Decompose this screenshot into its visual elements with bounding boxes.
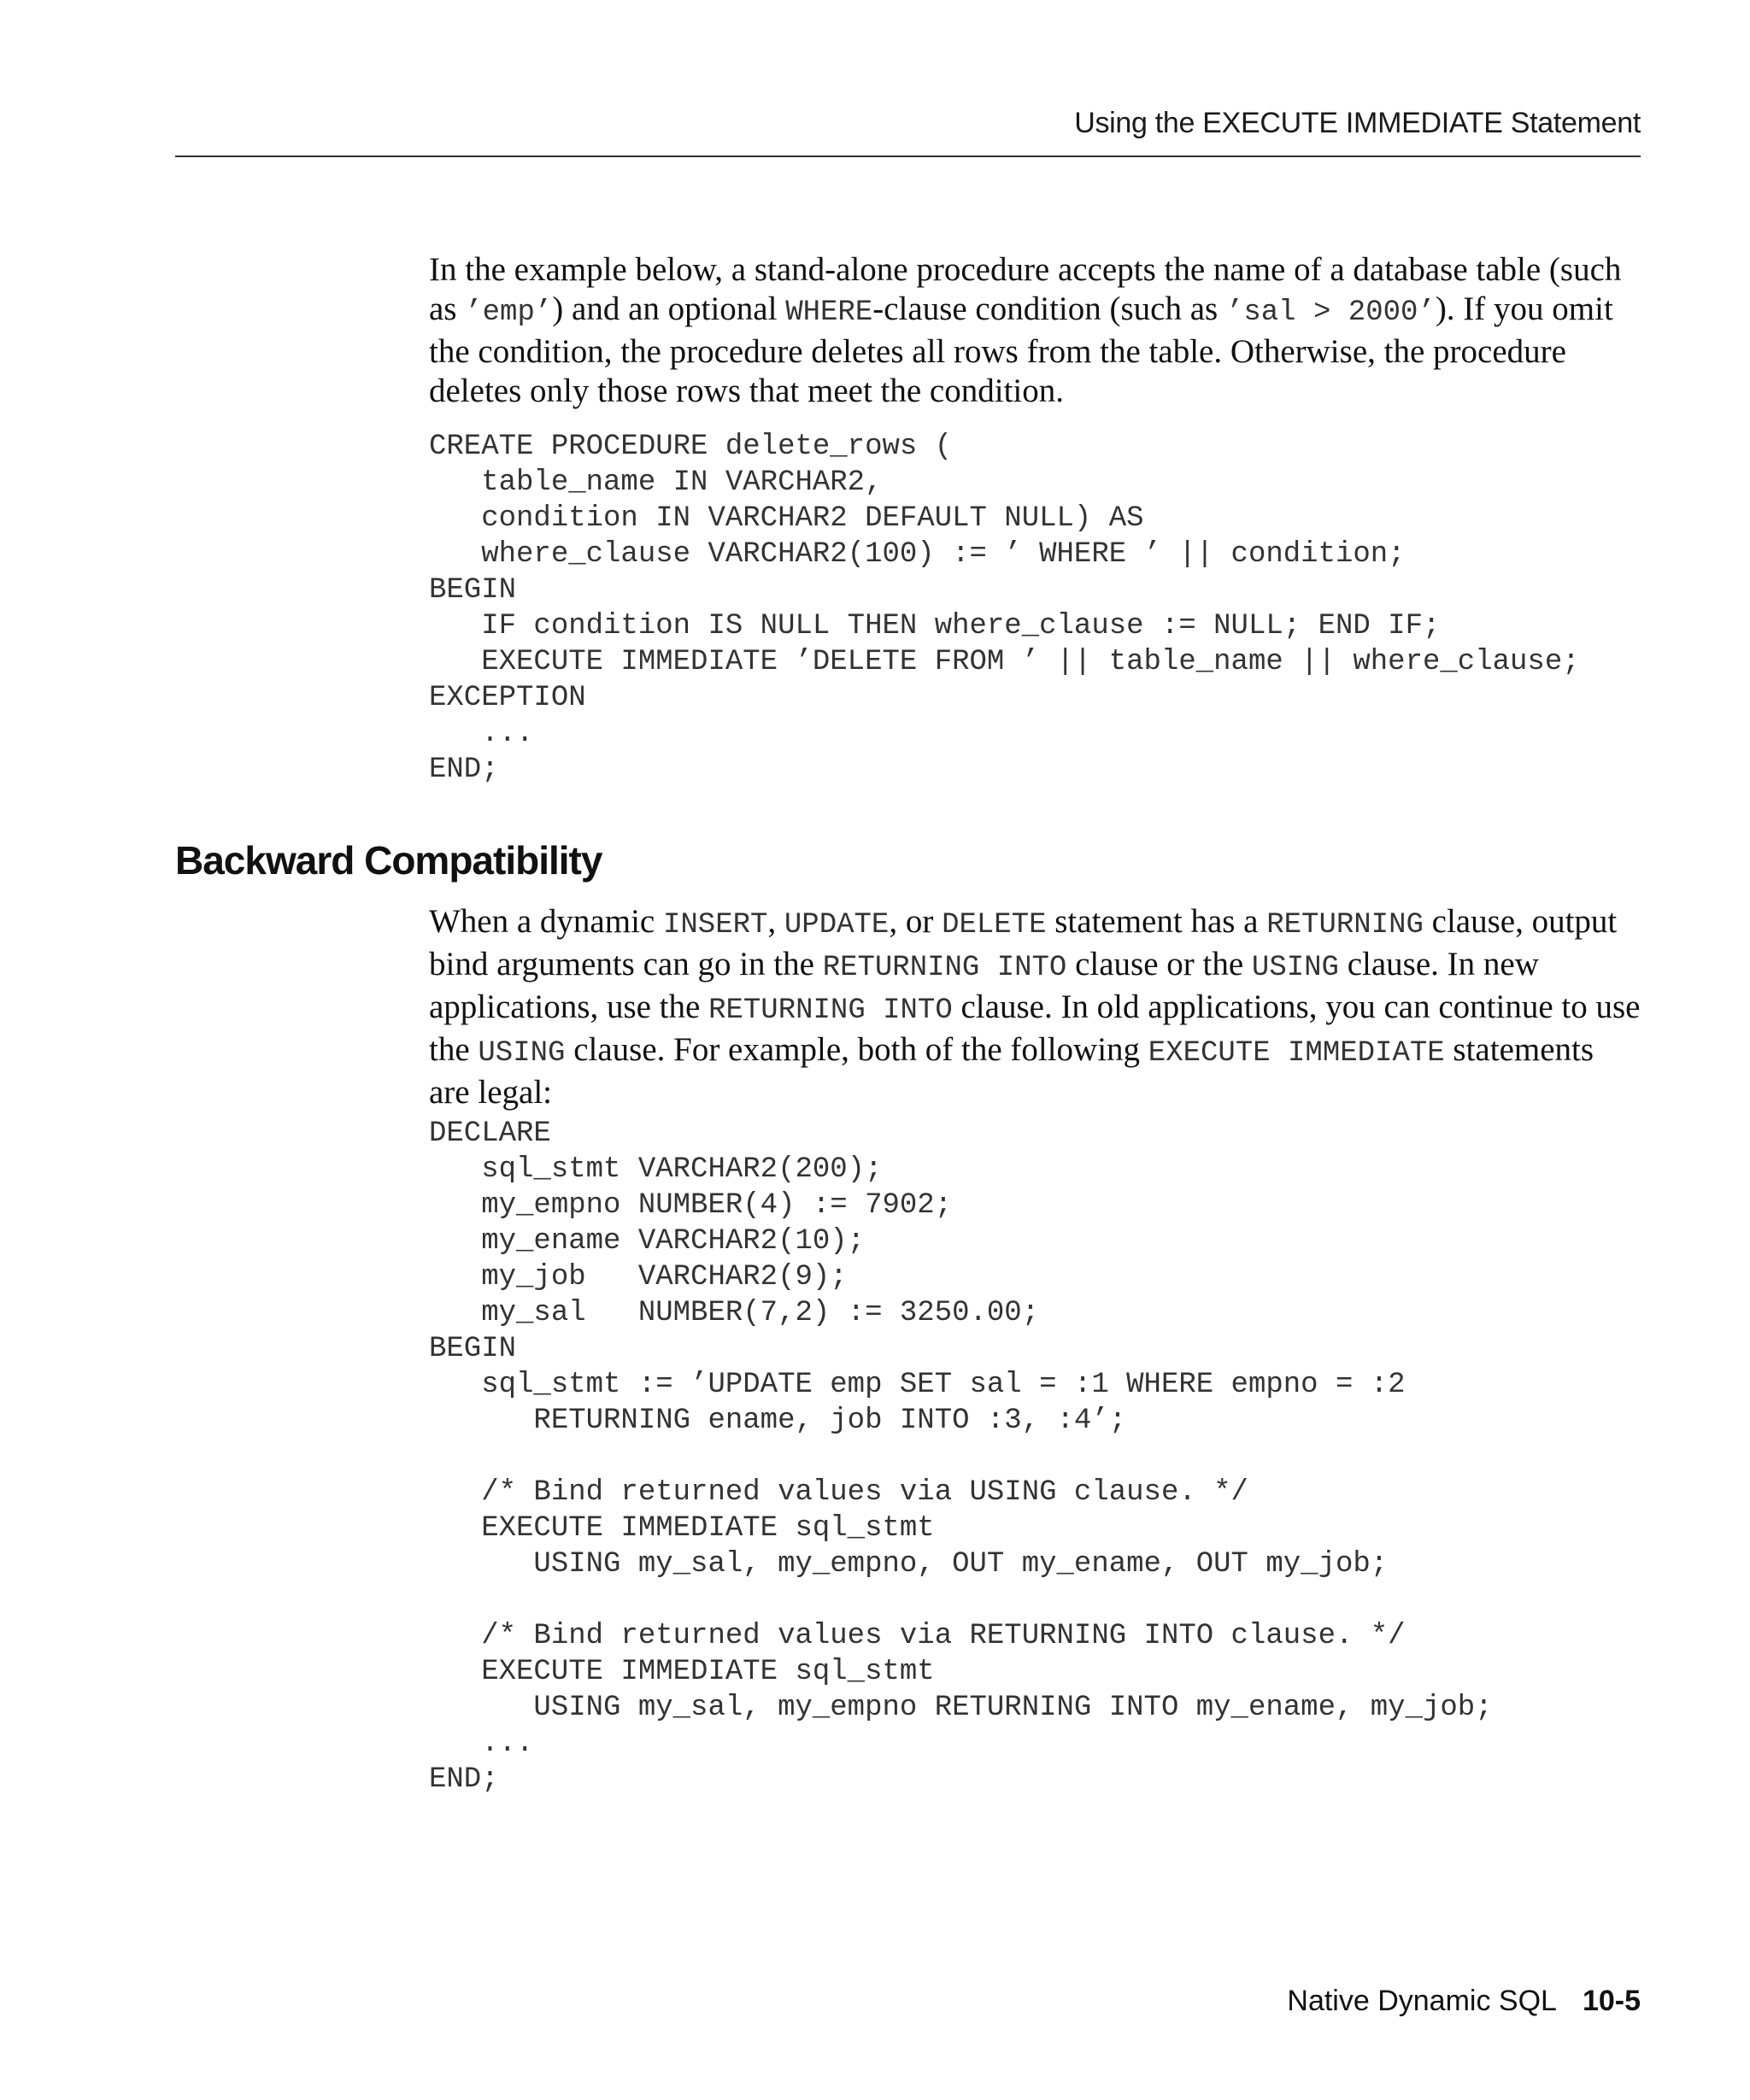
intro-code-emp: ’emp’	[465, 296, 553, 329]
code-example-delete-rows: CREATE PROCEDURE delete_rows ( table_name IN VARCHAR2, condition IN VARCHAR2 DEFAULT NULL) AS where_clause VARCHAR2(100) := ’ WHERE ’ || condition; BEGIN IF condition IS NULL THEN where_clause := NULL; END IF; EXECUTE IMMEDIATE ’DELETE FROM ’ || table_name || where_clause; EXCEPTION ... END;	[429, 431, 1580, 786]
intro-paragraph	[429, 250, 1642, 411]
compat-code-insert: INSERT	[662, 909, 768, 941]
compat-code-returning: RETURNING	[1266, 909, 1424, 941]
compat-text-8: clause. In old applications, you can continue to use the	[429, 988, 1641, 1068]
intro-text-1: In the example below, a stand-alone procedure accepts the name of a database table (such as	[429, 251, 1622, 327]
intro-text-3: -clause condition (such as	[872, 290, 1226, 327]
footer-chapter-title: Native Dynamic SQL	[1287, 1985, 1557, 2017]
compat-text-2: ,	[767, 903, 784, 940]
compat-paragraph	[429, 902, 1642, 1112]
compat-text-4: statement has a	[1046, 903, 1267, 940]
page-number: 10-5	[1582, 1985, 1641, 2017]
running-header: Using the EXECUTE IMMEDIATE Statement	[1074, 107, 1641, 139]
code-example-returning: DECLARE sql_stmt VARCHAR2(200); my_empno NUMBER(4) := 7902; my_ename VARCHAR2(10); my_job VARCHAR2(9); my_sal NUMBER(7,2) := 3250.00; BEGIN sql_stmt := ’UPDATE emp SET sal = :1 WHERE empno = :2 RETURNING ename, job INTO :3, :4’; /* Bind returned values via USING clause. */ EXECUTE IMMEDIATE sql_stmt USING my_sal, my_empno, OUT my_ename, OUT my_job; /* Bind returned values via RETURNING INTO clause. */ EXECUTE IMMEDIATE sql_stmt USING my_sal, my_empno RETURNING INTO my_ename, my_job; ... END;	[429, 1117, 1493, 1796]
compat-code-using-2: USING	[478, 1037, 566, 1070]
compat-text-9: clause. For example, both of the following	[565, 1031, 1148, 1068]
page-footer	[1287, 1985, 1641, 2018]
compat-code-update: UPDATE	[784, 909, 890, 941]
compat-text-7: clause. In new applications, use the	[429, 946, 1539, 1025]
compat-text-1: When a dynamic	[429, 903, 663, 940]
intro-text-2: ) and an optional	[552, 290, 786, 327]
compat-code-returning-into-2: RETURNING INTO	[708, 994, 953, 1027]
compat-code-delete: DELETE	[942, 909, 1047, 941]
compat-code-execute-immediate: EXECUTE IMMEDIATE	[1148, 1037, 1445, 1070]
compat-text-3: , or	[889, 903, 943, 940]
section-heading: Backward Compatibility	[175, 838, 602, 883]
intro-code-where: WHERE	[785, 296, 873, 329]
compat-text-6: clause or the	[1066, 946, 1252, 983]
compat-text-10: statements are legal:	[429, 1031, 1594, 1111]
compat-code-using: USING	[1251, 952, 1339, 984]
intro-code-sal: ’sal > 2000’	[1225, 296, 1436, 329]
compat-code-returning-into: RETURNING INTO	[822, 952, 1067, 984]
header-divider	[175, 155, 1641, 157]
compat-text-5: clause, output bind arguments can go in the	[429, 903, 1618, 983]
intro-text-4: ). If you omit the condition, the procedure deletes all rows from the table. Otherwise, the procedure deletes only those rows that meet the condition.	[429, 290, 1613, 409]
